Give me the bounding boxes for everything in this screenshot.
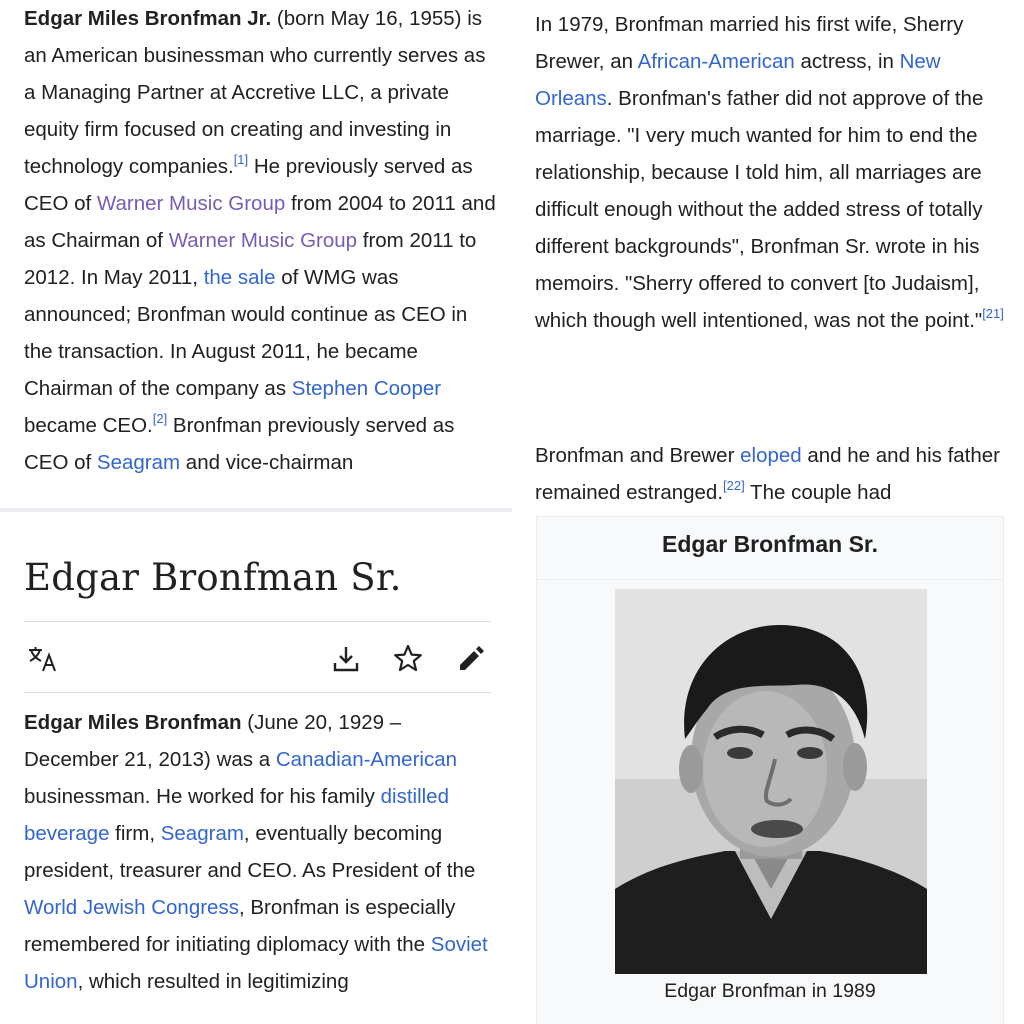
portrait-image: [615, 589, 927, 974]
infobox-title: Edgar Bronfman Sr.: [662, 531, 878, 557]
translate-icon[interactable]: [28, 645, 60, 673]
eloped-paragraph: Bronfman and Brewer eloped and he and his father remained estranged.[22] The couple had: [535, 444, 1000, 504]
marriage-panel: [512, 0, 1024, 512]
stephen-cooper-link[interactable]: Stephen Cooper: [291, 377, 442, 400]
eloped-link[interactable]: eloped: [740, 444, 802, 467]
jr-article-panel: [0, 0, 512, 512]
sale-link[interactable]: the sale: [203, 266, 276, 289]
infobox: [536, 516, 1004, 1024]
world-jewish-congress-link[interactable]: World Jewish Congress: [24, 896, 239, 919]
seagram-link-sr[interactable]: Seagram: [160, 822, 244, 845]
page-title: Edgar Bronfman Sr.: [24, 556, 402, 599]
download-icon[interactable]: [332, 645, 360, 673]
wmg-link-2[interactable]: Warner Music Group: [168, 229, 358, 252]
ref-1-link[interactable]: [1]: [233, 152, 249, 167]
sr-intro-paragraph: Edgar Miles Bronfman (June 20, 1929 – December 21, 2013) was a Canadian-American businessman. He worked for his family distilled beverage firm, Seagram, eventually becoming president, treasurer and CEO. As President of the World Jewish Congress, Bronfman is especially remembered for initiating diplomacy with the Soviet Union, which resulted in legitimizing: [24, 711, 488, 993]
wmg-link[interactable]: Warner Music Group: [96, 192, 286, 215]
star-icon[interactable]: [393, 644, 423, 672]
toolbar-divider: [24, 692, 491, 693]
sr-name: Edgar Miles Bronfman: [24, 711, 242, 734]
distilled-beverage-link[interactable]: distilled beverage: [24, 785, 449, 845]
infobox-panel: [512, 512, 1024, 1024]
edit-pencil-icon[interactable]: [456, 643, 486, 673]
new-orleans-link[interactable]: New Orleans: [535, 50, 941, 110]
canadian-american-link[interactable]: Canadian-American: [275, 748, 458, 771]
ref-21-link[interactable]: [21]: [982, 306, 1004, 321]
ref-2-link[interactable]: [2]: [152, 411, 168, 426]
sr-article-panel: [0, 512, 512, 1024]
ref-22-link[interactable]: [22]: [723, 478, 745, 493]
african-american-link[interactable]: African-American: [637, 50, 795, 73]
portrait-photo[interactable]: [615, 589, 927, 974]
infobox-divider: [537, 579, 1003, 580]
marriage-paragraph: In 1979, Bronfman married his first wife, Sherry Brewer, an African-American actress, in New Orleans. Bronfman's father did not approve of the marriage. "I very much wanted for him to end the relationship, because I told him, all marriages are difficult enough without the added stress of totally different backgrounds", Bronfman Sr. wrote in his memoirs. "Sherry offered to convert [to Judaism], which though well intentioned, was not the point."[21]: [535, 13, 1004, 332]
title-divider: [24, 621, 491, 622]
jr-name: Edgar Miles Bronfman Jr.: [24, 7, 272, 30]
soviet-union-link[interactable]: Soviet Union: [24, 933, 488, 993]
seagram-link[interactable]: Seagram: [96, 451, 181, 474]
jr-intro-paragraph: Edgar Miles Bronfman Jr. (born May 16, 1955) is an American businessman who currently serves as a Managing Partner at Accretive LLC, a private equity firm focused on creating and investing in technology companies.[1] He previously served as CEO of Warner Music Group from 2004 to 2011 and as Chairman of Warner Music Group from 2011 to 2012. In May 2011, the sale of WMG was announced; Bronfman would continue as CEO in the transaction. In August 2011, he became Chairman of the company as Stephen Cooper became CEO.[2] Bronfman previously served as CEO of Seagram and vice-chairman: [24, 7, 496, 474]
photo-caption: Edgar Bronfman in 1989: [664, 980, 876, 1002]
